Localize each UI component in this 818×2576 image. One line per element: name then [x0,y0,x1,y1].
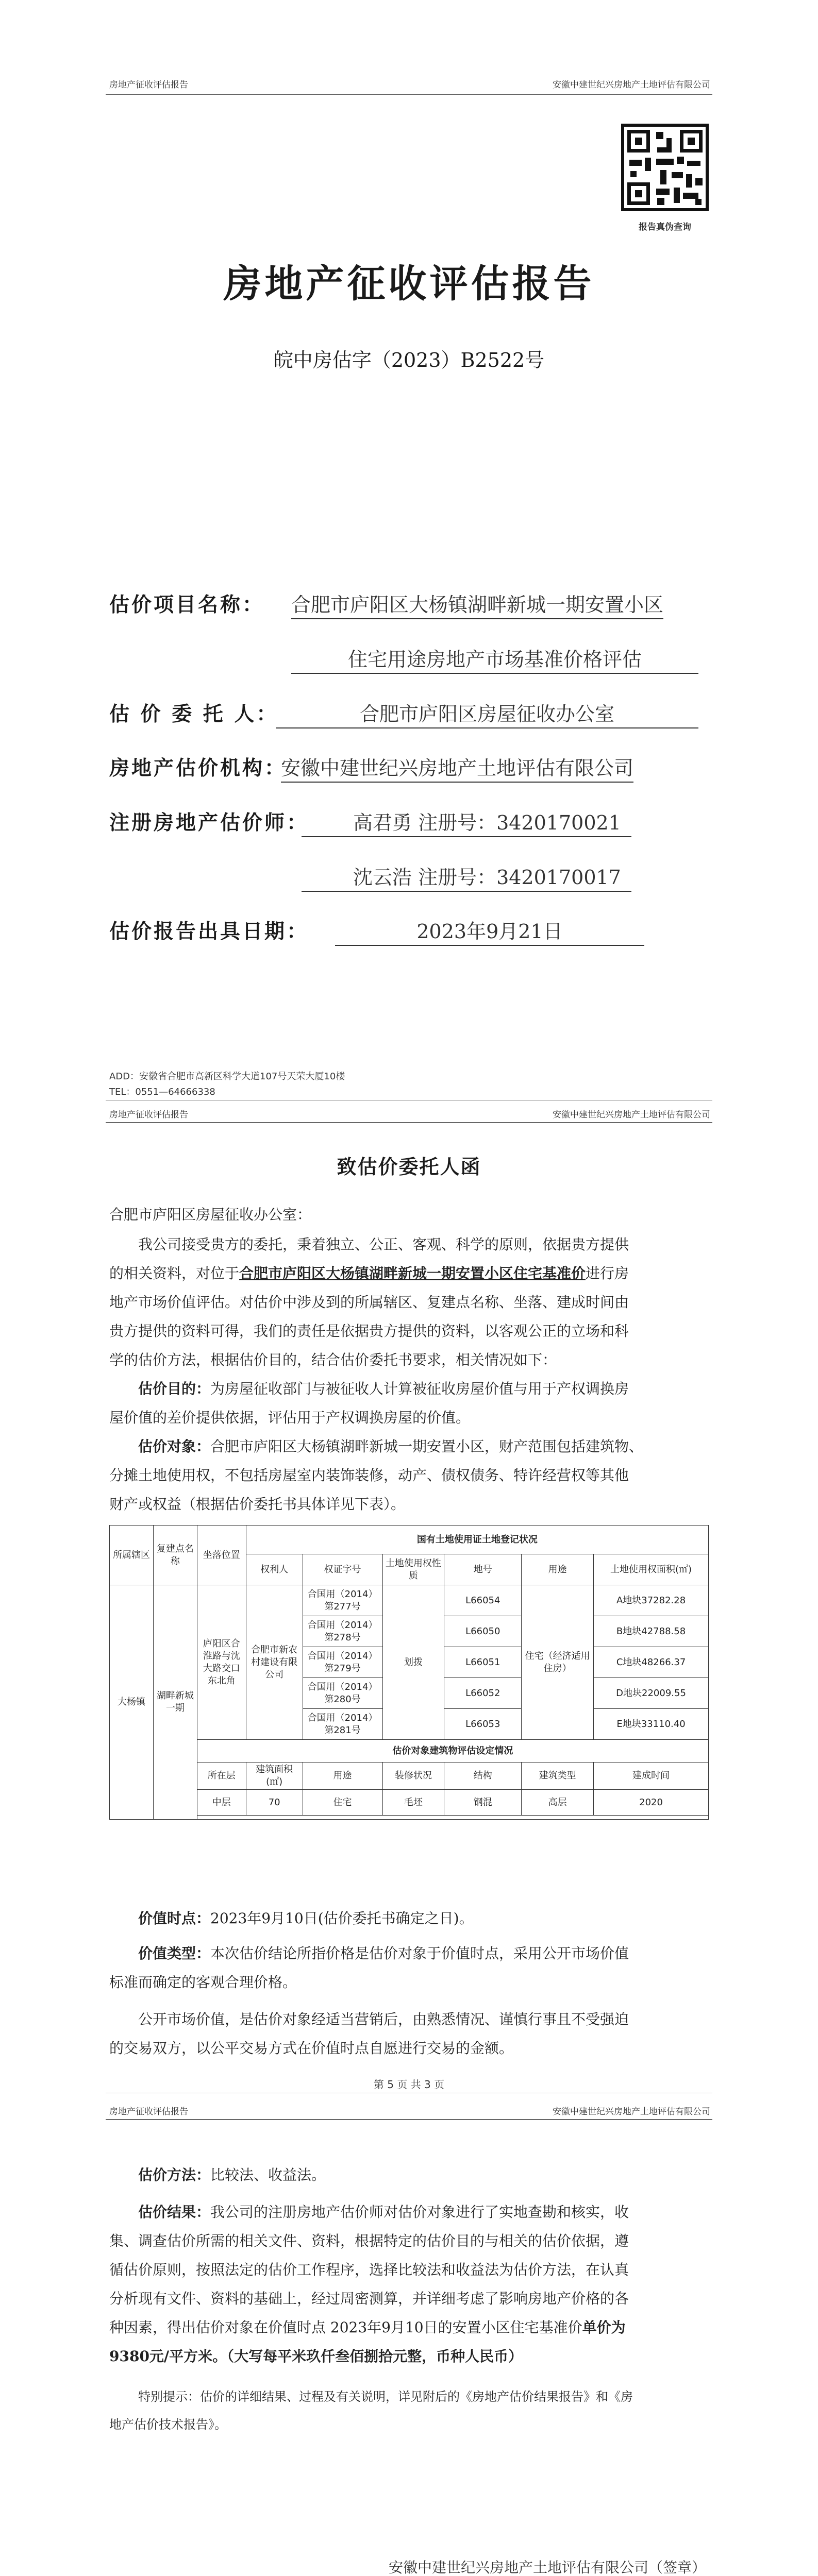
cell-area: B地块42788.58 [594,1616,709,1647]
org-value: 安徽中建世纪兴房地产土地评估有限公司 [281,752,633,783]
object-line3: 财产或权益（根据估价委托书具体详见下表）。 [109,1496,406,1513]
letter-title: 致估价委托人函 [337,1156,481,1178]
cell-parcel: L66053 [444,1709,522,1740]
cell-land-type: 划拨 [382,1585,444,1740]
th-owner: 权利人 [246,1554,303,1585]
th-buse: 用途 [303,1762,382,1790]
th-year: 建成时间 [594,1762,709,1790]
cell-area: A地块37282.28 [594,1585,709,1616]
para1-line5: 学的估价方法，根据估价目的，结合估价委托书要求，相关情况如下： [109,1351,557,1368]
project-name-line1: 合肥市庐阳区大杨镇湖畔新城一期安置小区 [291,589,663,619]
cell-parcel: L66052 [444,1678,522,1709]
th-area: 土地使用权面积(㎡) [594,1554,709,1585]
cell-parcel: L66054 [444,1585,522,1616]
registration-table [109,1525,709,1820]
result-line2: 集、调查估价所需的相关文件、资料，根据特定的估价目的与相关的估价依据，遵 [109,2232,629,2249]
table-row [110,1790,709,1816]
th-struct: 结构 [444,1762,522,1790]
cell-area: E地块33110.40 [594,1709,709,1740]
th-location: 坐落位置 [197,1526,246,1585]
cell-decor: 毛坯 [382,1790,444,1816]
org-label: 房地产估价机构： [109,757,287,780]
th-barea: 建筑面积(㎡) [246,1762,303,1790]
object-line1: 估价对象：合肥市庐阳区大杨镇湖畔新城一期安置小区，财产范围包括建筑物、 [138,1438,644,1455]
client-value: 合肥市庐阳区房屋征收办公室 [276,698,698,728]
th-use: 用途 [522,1554,594,1585]
header-rule [106,2119,712,2120]
method-line: 估价方法：比较法、收益法。 [138,2166,326,2183]
cell-district: 大杨镇 [110,1585,154,1820]
cell-cert: 合国用（2014）第279号 [303,1647,382,1678]
result-line4: 分析现有文件、资料的基础上，经过周密测算，并详细考虑了影响房地产价格的各 [109,2290,629,2307]
cell-parcel: L66050 [444,1616,522,1647]
cell-owner: 合肥市新农村建设有限公司 [246,1585,303,1740]
salutation: 合肥市庐阳区房屋征收办公室： [109,1206,312,1223]
cell-year: 2020 [594,1790,709,1816]
header-right: 安徽中建世纪兴房地产土地评估有限公司 [553,80,710,90]
qr-code-icon[interactable] [621,124,709,211]
header-left: 房地产征收评估报告 [109,1110,188,1120]
note-line1: 特别提示：估价的详细结果、过程及有关说明，详见附后的《房地产估价结果报告》和《房 [138,2389,633,2404]
cell-area: D地块22009.55 [594,1678,709,1709]
th-parcel: 地号 [444,1554,522,1585]
issue-date-label: 估价报告出具日期： [109,920,309,943]
report-number: 皖中房估字（2023）B2522号 [273,349,545,371]
qr-caption: 报告真伪查询 [639,222,691,232]
header-right: 安徽中建世纪兴房地产土地评估有限公司 [553,1110,710,1120]
result-line3: 循估价原则，按照法定的估价工作程序，选择比较法和收益法为估价方法，在认真 [109,2261,629,2278]
result-line5: 种因素，得出估价对象在价值时点 2023年9月10日的安置小区住宅基准价单价为 [109,2319,626,2336]
header-rule [106,1122,712,1123]
subject-highlight: 合肥市庐阳区大杨镇湖畔新城一期安置小区住宅基准价 [239,1265,586,1282]
cell-parcel: L66051 [444,1647,522,1678]
cell-cert: 合国用（2014）第280号 [303,1678,382,1709]
header-left: 房地产征收评估报告 [109,80,188,90]
result-price: 9380元/平方米。（大写每平米玖仟叁佰捌拾元整，币种人民币） [109,2348,523,2365]
market-line1: 公开市场价值，是估价对象经适当营销后，由熟悉情况、谨慎行事且不受强迫 [138,2011,629,2028]
issue-date-value: 2023年9月21日 [335,916,644,946]
cell-barea: 70 [246,1790,303,1816]
appraiser-1: 高君勇 注册号：3420170021 [302,807,631,837]
appraiser-2: 沈云浩 注册号：3420170017 [302,861,631,892]
para1-line2: 的相关资料，对位于合肥市庐阳区大杨镇湖畔新城一期安置小区住宅基准价进行房 [109,1265,629,1282]
cell-cert: 合国用（2014）第278号 [303,1616,382,1647]
value-type-line1: 价值类型：本次估价结论所指价格是估价对象于价值时点，采用公开市场价值 [138,1945,629,1962]
th-site: 复建点名称 [153,1526,197,1585]
object-line2: 分摊土地使用权，不包括房屋室内装饰装修，动产、债权债务、特许经营权等其他 [109,1467,629,1484]
cell-area: C地块48266.37 [594,1647,709,1678]
header-right: 安徽中建世纪兴房地产土地评估有限公司 [553,2107,710,2117]
appraiser-label: 注册房地产估价师： [109,811,309,835]
value-date: 价值时点：2023年9月10日(估价委托书确定之日)。 [138,1910,474,1927]
company-signature: 安徽中建世纪兴房地产土地评估有限公司（签章） [388,2559,706,2576]
cell-buse: 住宅 [303,1790,382,1816]
th-building-group: 估价对象建筑物评估设定情况 [197,1740,708,1762]
project-name-line2: 住宅用途房地产市场基准价格评估 [291,643,698,674]
cell-height: 高层 [522,1790,594,1816]
cell-struct: 钢混 [444,1790,522,1816]
th-land-group: 国有土地使用证土地登记状况 [246,1526,708,1554]
th-decor: 装修状况 [382,1762,444,1790]
th-land-type: 土地使用权性质 [382,1554,444,1585]
cell-use: 住宅（经济适用住房） [522,1585,594,1740]
report-title: 房地产征收评估报告 [223,262,595,306]
para1-line4: 贵方提供的资料可得，我们的责任是依据贵方提供的资料，以客观公正的立场和科 [109,1323,629,1340]
company-address: ADD：安徽省合肥市高新区科学大道107号天荣大厦10楼 [109,1071,345,1082]
purpose-line2: 屋价值的差价提供依据，评估用于产权调换房屋的价值。 [109,1409,471,1426]
purpose-line1: 估价目的：为房屋征收部门与被征收人计算被征收房屋价值与用于产权调换房 [138,1380,629,1397]
cell-site: 湖畔新城一期 [153,1585,197,1820]
market-line2: 的交易双方，以公平交易方式在价值时点自愿进行交易的金额。 [109,2040,514,2057]
header-left: 房地产征收评估报告 [109,2107,188,2117]
company-tel: TEL：0551—64666338 [109,1087,215,1097]
para1-line3: 地产市场价值评估。对估价中涉及到的所属辖区、复建点名称、坐落、建成时间由 [109,1294,629,1311]
project-name-label: 估价项目名称： [109,594,265,617]
th-district: 所属辖区 [110,1526,154,1585]
cell-floor: 中层 [197,1790,246,1816]
note-line2: 地产估价技术报告》。 [109,2417,227,2432]
th-floor: 所在层 [197,1762,246,1790]
page-number: 第 5 页 共 3 页 [373,2078,445,2091]
para1-line1: 我公司接受贵方的委托，秉着独立、公正、客观、科学的原则，依据贵方提供 [138,1236,629,1253]
result-line1: 估价结果：我公司的注册房地产估价师对估价对象进行了实地查勘和核实，收 [138,2204,629,2221]
th-height: 建筑类型 [522,1762,594,1790]
cell-location: 庐阳区合淮路与沈大路交口东北角 [197,1585,246,1740]
value-type-line2: 标准而确定的客观合理价格。 [109,1974,297,1991]
cell-cert: 合国用（2014）第277号 [303,1585,382,1616]
cell-cert: 合国用（2014）第281号 [303,1709,382,1740]
header-rule [106,94,712,95]
th-cert: 权证字号 [303,1554,382,1585]
table-row [110,1585,709,1616]
client-label: 估 价 委 托 人： [109,703,279,726]
